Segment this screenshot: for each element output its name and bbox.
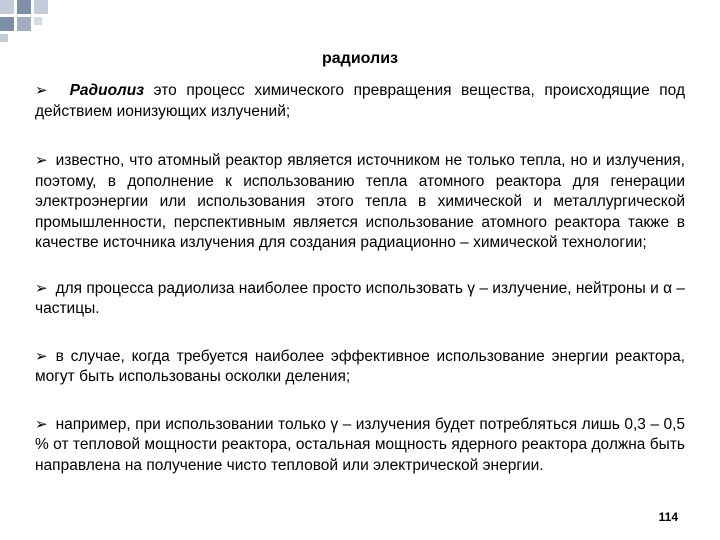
paragraph-2 [35,150,685,254]
bullet-arrow-icon: ➢ [35,278,48,297]
bullet-arrow-icon: ➢ [35,414,48,433]
deco-square-1 [0,0,14,14]
paragraph-5 [35,414,685,477]
paragraph-1 [35,80,685,122]
paragraph-4 [35,346,685,388]
deco-square-5 [17,17,31,31]
deco-square-7 [0,34,8,42]
deco-square-6 [34,17,42,25]
bullet-arrow-icon: ➢ [35,81,48,99]
paragraph-text: известно, что атомный реактор является источником не только тепла, но и излучения, поэтому, в дополнение к использованию тепла атомного реактора для генерации электроэнергии или использования этого тепла в химической и металлургической промышленности, перспективным является использование атомного реактора также в качестве источника излучения для создания радиационно – химической технологии; [35,152,685,251]
bullet-arrow-icon: ➢ [35,346,48,365]
paragraph-text: в случае, когда требуется наиболее эффективное использование энергии реактора, могут быть использованы осколки деления; [35,347,685,385]
corner-decoration [0,0,60,40]
deco-square-3 [34,0,48,14]
paragraph-3 [35,278,685,320]
deco-square-4 [0,17,14,31]
page-number: 114 [658,510,678,524]
paragraph-text: для процесса радиолиза наиболее просто использовать γ – излучение, нейтроны и α – частицы. [35,279,685,317]
slide-body [35,80,685,494]
term-radiolysis: Радиолиз [69,82,145,99]
paragraph-text: это процесс химического превращения вещества, происходящие под действием ионизующих излучений; [35,82,685,120]
deco-square-2 [17,0,31,14]
paragraph-text: например, при использовании только γ – излучения будет потребляться лишь 0,3 – 0,5 % от тепловой мощности реактора, остальная мощность ядерного реактора должна быть направлена на получение чисто тепловой или электрической энергии. [35,415,685,474]
slide-title: радиолиз [322,50,398,67]
bullet-arrow-icon: ➢ [35,151,48,169]
